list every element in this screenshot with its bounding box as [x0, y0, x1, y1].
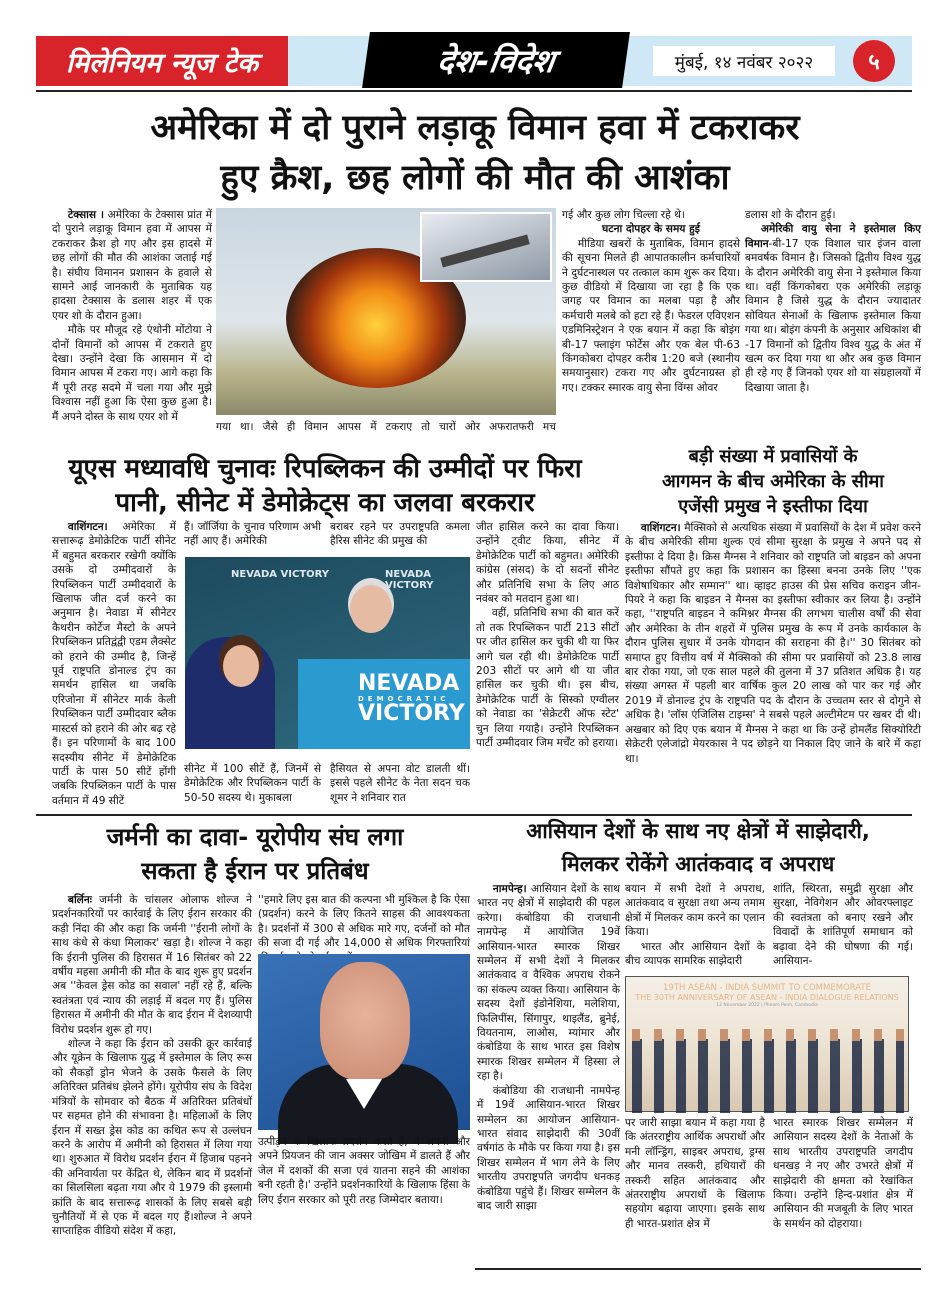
masthead	[36, 36, 912, 86]
asean-col-2-bottom: पर जारी साझा बयान में कहा गया है कि अंतरराष्ट्रीय आर्थिक अपराधों और मनी लॉन्ड्रिंग, साइबर अपराध, ड्रग्स और मानव तस्करी, हथियारों की तस्करी सहित आतंकवाद और अंतरराष्ट्रीय अपराधों के खिलाफ सहयोग बढ़ाया जाएगा। इसके साथ ही भारत-प्रशांत क्षेत्र में	[625, 1117, 765, 1230]
banner-line: THE 30TH ANNIVERSARY OF ASEAN - INDIA DIALOGUE RELATIONS	[635, 993, 899, 1002]
photo-sign-text: NEVADA VICTORY	[385, 569, 434, 591]
crash-headline-line1: अमेरिका में दो पुराने लड़ाकू विमान हवा में टकराकर	[150, 108, 800, 148]
dateline: नामपेन्ह।	[492, 883, 527, 895]
divider	[475, 1268, 921, 1270]
podium-sign	[298, 659, 470, 749]
election-col-4	[476, 520, 619, 810]
germany-col-2-bottom: उत्पीड़न के खिलाफ प्रदर्शन करते हैं, वे अपनी और अपने प्रियजन की जान अक्सर जोखिम में डालते हैं और जेल में दशकों की सजा एवं यातना सहने की आशंका बनी रहती है।' उन्होंने प्रदर्शनकारियों के खिलाफ हिंसा के लिए ईरान सरकार को पूरी तरह जिम्मेदार बताया।	[258, 1136, 470, 1206]
election-headline-line2: पानी, सीनेट में डेमोक्रेट्स का जलवा बरकरार	[115, 488, 535, 518]
sign-line: DEMOCRATIC	[358, 695, 450, 703]
paragraph: डलास शो के दौरान हुई।	[745, 209, 836, 221]
inset-plane-photo	[420, 212, 552, 282]
dateline: वाशिंगटन।	[640, 522, 681, 534]
germany-col-2-top: ''हमारे लिए इस बात की कल्पना भी मुश्किल है कि ऐसा (प्रदर्शन) करने के लिए कितने साहस की आवश्यकता है। प्रदर्शनों में 300 से अधिक मारे गए, दर्जनों को मौत की सजा दी गई और 14,000 से अधिक गिरफ्तारियां	[258, 894, 470, 950]
page-number: ५	[853, 40, 895, 82]
subheading: घटना दोपहर के समय हुई	[602, 223, 700, 236]
issue-date: मुंबई, १४ नवंबर २०२२	[653, 46, 835, 76]
crash-headline-line2: हुए क्रैश, छह लोगों की मौत की आशंका	[220, 158, 730, 198]
paragraph: गई और कुछ लोग चिल्ला रहे थे।	[562, 209, 685, 221]
face	[350, 585, 392, 633]
asean-col-2-top	[625, 882, 765, 970]
paragraph: भारत और आसियान देशों के बीच व्यापक सामरिक साझेदारी	[625, 940, 765, 968]
crash-col-1	[52, 208, 212, 436]
paragraph: शोल्ज ने कहा कि ईरान को उसकी क्रूर कार्रवाई और यूक्रेन के खिलाफ युद्ध में इस्तेमाल के लिए रूस को सैकड़ों ड्रोन भेजने के उसके फैसले के लिए अतिरिक्त प्रतिबंध झेलने होंगे। यूरोपीय संघ के विदेश मंत्रियों के सोमवार को बैठक में अतिरिक्त प्रतिबंधों पर सहमत होने की संभावना है। महिलाओं के लिए ईरान में सख्त ड्रेस कोड का कथित रूप से उल्लंघन करने के आरोप में अमीनी को हिरासत में लिया गया था। शुरुआत में विरोध प्रदर्शन ईरान में हिजाब पहनने की अनिवार्यता पर केंद्रित थे, लेकिन बाद में प्रदर्शनों का सिलसिला बढ़ता गया और ये 1979 की इस्लामी क्रांति के बाद सत्तारूढ़ शासकों के लिए सबसे बड़ी चुनौतियों में से एक में बदल गए हैं।शोल्ज ने अपने साप्ताहिक वीडियो संदेश में कहा,	[52, 1038, 252, 1238]
face	[223, 645, 259, 687]
paragraph: बयान में सभी देशों ने अपराध, आतंकवाद व सुरक्षा तथा अन्य तमाम क्षेत्रों में मिलकर काम करने का एलान किया।	[625, 883, 765, 939]
asean-col-1	[477, 882, 620, 1267]
border-body	[625, 521, 921, 811]
paragraph: मौके पर मौजूद रहे एंथोनी मोंटोया ने दोनों विमानों को आपस में टकराते हुए देखा। उन्होंने देखा कि आसमान में दो विमान आपस में टकरा गए। आगे कहा कि मैं पूरी तरह सदमे में चला गया और मुझे विश्वास नहीं हुआ कि ऐसा कुछ हुआ है। मैं अपने दोस्त के साथ एयर शो में	[52, 324, 212, 423]
sign-line: NEVADA	[358, 671, 460, 696]
paragraph: मैक्सिको से अत्यधिक संख्या में प्रवासियों के देश में प्रवेश करने के बीच अमेरिकी सीमा शुल्क एवं सीमा सुरक्षा के प्रमुख ने अपने पद से इस्तीफा दे दिया है। क्रिस मैग्नस ने शनिवार को राष्ट्रपति जो बाइडन को अपना इस्तीफा सौंपते हुए कहा कि प्रशासन का हिस्सा बनना उनके लिए ''एक विशेषाधिकार और सम्मान'' था। व्हाइट हाउस की प्रेस सचिव कराइन जीन-पियरे ने कहा कि बाइडन ने मैग्नस का इस्तीफा स्वीकार कर लिया है। उन्होंने कहा, ''राष्ट्रपति बाइडन ने कमिश्नर मैग्नस की लगभग चालीस वर्षों की सेवा और अमेरिका के तीन शहरों में पुलिस प्रमुख के रूप में उनके कार्यकाल के दौरान पुलिस सुधार में उनके योगदान की सराहना की है।'' 30 सितंबर को समाप्त हुए वित्तीय वर्ष में मैक्सिको की सीमा पर प्रवासियों को 23.8 लाख बार रोका गया, जो एक साल पहले की तुलना में 37 प्रतिशत अधिक है। यह संख्या अगस्त में पहली बार वार्षिक कुल 20 लाख को पार कर गई और 2019 में डोनाल्ड ट्रंप के राष्ट्रपति पद के दौरान के उच्चतम स्तर से दोगुने से अधिक है। 'लॉस एंजिलिस टाइम्स' ने सबसे पहले अल्टीमेटम पर खबर दी थी। अखबार को दिए एक बयान में मैग्नस ने कहा था कि उन्हें होमलैंड सिक्योरिटी सेक्रेटरी एलेजांद्रो मेयरकास ने पद छोड़ने या निकाल दिए जाने के बारे में कहा था।	[625, 522, 921, 765]
border-headline-line1: बड़ी संख्या में प्रवासियों के	[688, 446, 858, 467]
plane-shape	[440, 235, 530, 268]
dateline: वाशिंगटन।	[67, 521, 108, 533]
asean-headline-line1: आसियान देशों के साथ नए क्षेत्रों में साझेदारी,	[526, 819, 870, 843]
asean-headline-line2: मिलकर रोकेंगे आतंकवाद व अपराध	[561, 852, 835, 876]
nevada-victory-photo	[185, 557, 470, 749]
paragraph: जीत हासिल करने का दावा किया। उन्होंने ट्वीट किया, सीनेट में डेमोक्रेटिक पार्टी को बहुमत। अमेरिकी कांग्रेस (संसद) के दो सदनों सीनेट और प्रतिनिधि सभा के लिए आठ नवंबर को मतदान हुआ था।	[476, 521, 619, 606]
crash-col-3	[562, 208, 740, 436]
paragraph: वहीं, प्रतिनिधि सभा की बात करें तो तक रिपब्लिकन पार्टी 213 सीटों पर जीत हासिल कर चुकी थी या फिर आगे चल रही थी। डेमोक्रेटिक पार्टी 203 सीटों पर आगे थी या जीत हासिल कर चुकी थी। इस बीच, डेमोक्रेटिक पार्टी के सिस्को एग्वीलर को नेवाडा का 'सेक्रेटरी ऑफ स्टेट' चुन लिया गयाहै। उन्होंने रिपब्लिकन पार्टी उम्मीदवार जिम मर्चेंट को हराया।	[476, 607, 619, 750]
banner-line: 12 November 2022 | Phnom Penh, Cambodia	[716, 1003, 818, 1008]
border-headline-line3: एजेंसी प्रमुख ने इस्तीफा दिया	[678, 496, 868, 517]
faces	[632, 1029, 904, 1041]
plane-crash-photo	[216, 208, 556, 415]
crash-under-image-text: गया था। जैसे ही विमान आपस में टकराए तो चारों ओर अफरातफरी मच	[216, 421, 556, 433]
newspaper-logo: मिलेनियम न्यूज टेक	[36, 36, 288, 86]
election-col-2-bottom: सीनेट में 100 सीटें हैं, जिनमें से डेमोक्रेटिक और रिपब्लिकन पार्टी के 50-50 सदस्य थे। मुकाबला	[184, 763, 321, 804]
sign-line: VICTORY	[358, 701, 465, 726]
paragraph: अमेरिका के टेक्सास प्रांत में दो पुराने लड़ाकू विमान हवा में आपस में टकराकर क्रैश हो गए और इस हादसे में छह लोगों की मौत की आशंका जताई गई है। संघीय विमानन प्रशासन के हवाले से सामने आई जानकारी के मुताबिक यह हादसा टेक्सास के डलास शहर में एक एयर शो के दौरान हुआ।	[52, 209, 212, 322]
leaders-group	[632, 1039, 904, 1113]
divider	[36, 90, 912, 92]
section-title: देश-विदेश	[362, 32, 630, 88]
dateline: टेक्सास ।	[67, 209, 104, 221]
paragraph: कंबोडिया की राजधानी नामपेन्ह में 19वें आसियान-भारत शिखर सम्मेलन का आयोजन आसियान-भारत संवाद साझेदारी की 30वीं वर्षगांठ के मौके पर किया गया है। इस शिखर सम्मेलन में भाग लेने के लिए भारतीय उपराष्ट्रपति जगदीप धनकड़ कंबोडिया पहुंचे हैं। शिखर सम्मेलन के बाद जारी साझा	[477, 1084, 620, 1212]
crash-col-4	[745, 208, 921, 436]
germany-headline-line2: सकता है ईरान पर प्रतिबंध	[141, 857, 369, 885]
election-col-3-bottom: हैसियत से अपना वोट डालती थीं। इससे पहले सीनेट के नेता सदन चक शूमर ने शनिवार रात	[330, 763, 470, 804]
asean-summit-photo	[625, 976, 909, 1112]
asean-col-3-bottom: भारत स्मारक शिखर सम्मेलन में आसियान सदस्य देशों के नेताओं के साथ भारतीय उपराष्ट्रपति जगदीप धनखड़ ने नए और उभरते क्षेत्रों में साझेदारी की क्षमता को रेखांकित किया। उन्होंने हिन्द-प्रशांत क्षेत्र में आसियान की मजबूती के लिए भारत के समर्थन को दोहराया।	[773, 1117, 913, 1230]
paragraph: आसियान देशों के साथ भारत नए क्षेत्रों में साझेदारी की पहल करेगा। कंबोडिया की राजधानी नामपेन्ह में आयोजित 19वें आसियान-भारत स्मारक शिखर सम्मेलन में सभी देशों ने मिलकर आतंकवाद व वैश्विक अपराध रोकने का संकल्प व्यक्त किया। आसियान के सदस्य देशों इंडोनेशिया, मलेशिया, फिलिपींस, सिंगापुर, थाइलैंड, ब्रुनेई, वियतनाम, लाओस, म्यांमार और कंबोडिया के साथ भारत इस विशेष स्मारक शिखर सम्मेलन में हिस्सा ले रहा है।	[477, 883, 620, 1083]
face	[320, 962, 410, 1080]
paragraph: मीडिया खबरों के मुताबिक, विमान हादसे की सूचना मिलते ही आपातकालीन कर्मचारियों ने दुर्घटनास्थल पर तत्काल काम शुरू कर दिया। कुछ वीडियो में दिखाया जा रहा है कि एक जगह पर विमान का मलबा पड़ा है और कर्मचारी मलबे को हटा रहे हैं। फेडरल एविएशन एडमिनिस्ट्रेशन ने एक बयान में कहा कि बोइंग बी-17 फ्लाइंग फोर्टेस और एक बेल पी-63 किंगकोबरा दोपहर करीब 1:20 बजे (स्थानीय समयानुसार) टकरा गए और दुर्घटनाग्रस्त हो गए। टक्कर स्मारक वायु सेना विंग्स ओवर	[562, 237, 740, 394]
asean-col-3-top: शांति, स्थिरता, समुद्री सुरक्षा और सुरक्षा, नेविगेशन और ओवरफ्लाइट की स्वतंत्रता को बनाए रखने और विवादों के शांतिपूर्ण समाधान को बढ़ावा देने की घोषणा की गई। आसियान-	[773, 883, 913, 968]
paragraph: -बी-17 एक विशाल चार इंजन वाला बमवर्षक विमान है। जिसको द्वितीय विश्व युद्ध के दौरान अमेरिकी वायु सेना ने इस्तेमाल किया था। वहीं किंगकोबरा एक अमेरिकी लड़ाकू विमान है जिसे युद्ध के दौरान ज्यादातर सोवियत सेनाओं के खिलाफ इस्तेमाल किया गया था। बोइंग कंपनी के अनुसार अधिकांश बी -17 विमानों को द्वितीय विश्व युद्ध के अंत में खत्म कर दिया गया था और अब कुछ विमान ही रहे गए हैं जिनको एयर शो या संग्रहालयों में दिखाया जाता है।	[745, 237, 921, 394]
paragraph: जर्मनी के चांसलर ओलाफ शोल्ज ने प्रदर्शनकारियों पर कार्रवाई के लिए ईरान सरकार की कड़ी निंदा की और कहा कि जर्मनी ''ईरानी लोगों के साथ कंधे से कंधा मिलाकर' खड़ा है। शोल्ज ने कहा कि ईरानी पुलिस की हिरासत में 16 सितंबर को 22 वर्षीय महसा अमीनी की मौत के बाद शुरू हुए प्रदर्शन अब ''केवल ड्रेस कोड का सवाल' नहीं रहे हैं, बल्कि स्वतंत्रता एवं न्याय की लड़ाई में बदल गए हैं। पुलिस हिरासत में अमीनी की मौत के बाद ईरान में देशव्यापी विरोध प्रदर्शन शुरू हो गए।	[52, 894, 253, 1036]
scholz-photo	[258, 954, 470, 1130]
dateline: बर्लिनः	[67, 894, 92, 906]
paragraph: अमेरिका में सत्तारूढ़ डेमोक्रेटिक पार्टी सीनेट में बहुमत बरकरार रखेगी क्योंकि उसके दो उम्मीदवारों के रिपब्लिकन पार्टी उम्मीदवारों के खिलाफ जीत दर्ज करने का अनुमान है। नेवाडा में सीनेटर कैथरीन कोर्टेज मैस्टो के अपने रिपब्लिकन प्रतिद्वंद्वी एडम लैक्सेट को हराने की उम्मीद है, जिन्हें पूर्व राष्ट्रपति डोनाल्ड ट्रंप का समर्थन हासिल था जबकि एरिजोना में सीनेटर मार्क केली रिपब्लिकन पार्टी उम्मीदवार ब्लैक मास्टर्स को हराने की ओर बढ़ रहे हैं। इन परिणामों के बाद 100 सदस्यीय सीनेट में डेमोक्रेटिक पार्टी के पास 50 सीटें होंगी जबकि रिपब्लिकन पार्टी के पास वर्तमान में 49 सीटें	[52, 521, 177, 807]
germany-col-1	[52, 893, 252, 1263]
election-headline-line1: यूएस मध्यावधि चुनावः रिपब्लिकन की उम्मीदों पर फिरा	[68, 454, 582, 484]
photo-sign-text: NEVADA VICTORY	[231, 569, 330, 580]
election-col-1	[52, 520, 176, 810]
subheading: अमेरिकी वायु सेना ने इस्तेमाल किए विमान	[745, 223, 921, 250]
germany-headline-line1: जर्मनी का दावा- यूरोपीय संघ लगा	[106, 823, 404, 851]
border-headline-line2: आगमन के बीच अमेरिका के सीमा	[662, 471, 884, 492]
banner-line: 19TH ASEAN - INDIA SUMMIT TO COMMEMORATE	[663, 983, 871, 993]
election-col-2-top: हैं। जॉर्जिया के चुनाव परिणाम अभी नहीं आए हैं। अमेरिकी	[184, 521, 321, 548]
election-col-3-top: बराबर रहने पर उपराष्ट्रपति कमला हैरिस सीनेट की प्रमुख की	[330, 521, 470, 548]
